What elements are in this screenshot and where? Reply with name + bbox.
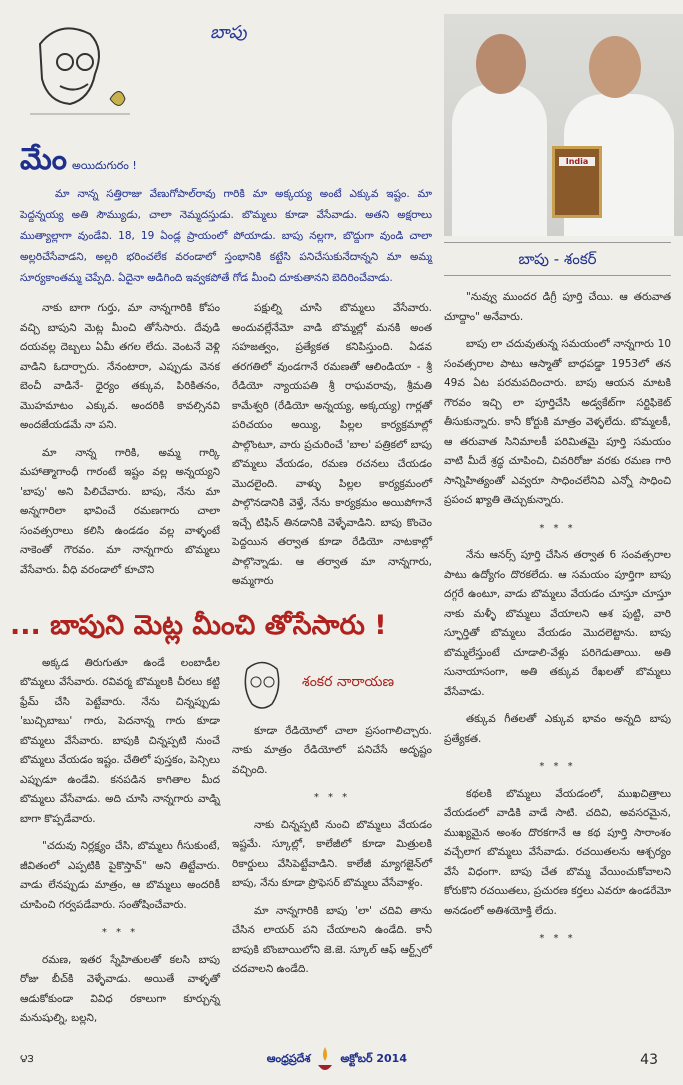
article-paragraph: "నువ్వు ముందర డిగ్రీ పూర్తి చేయి. ఆ తరువాత చూద్దాం" అనేవారు. [444, 291, 671, 323]
column-3 [444, 288, 671, 957]
footer-center [267, 1047, 407, 1073]
article-paragraph: రమణ, ఇతర స్నేహితులతో కలసి బాపు రోజు బీచ్‌కి వెళ్ళేవాడు. అయితే వాళ్ళతో ఆడుకోకుండా వివిధ రకాలుగా కూర్చున్న మనుషుల్ని, బల్లని, [20, 953, 220, 1024]
column-2-top [232, 299, 432, 600]
article-paragraph: తక్కువ గీతలతో ఎక్కువ భావం అన్నది బాపు ప్రత్యేకత. [444, 713, 671, 745]
lamp-icon [318, 1047, 332, 1073]
award-plaque: India [552, 146, 602, 218]
headline: ... బాపుని మెట్ల మీంచి తోసేసారు ! [10, 609, 387, 641]
author-block [232, 654, 432, 714]
column-1-top [20, 299, 220, 588]
intro-lead-big: మేం [20, 142, 67, 177]
photo-caption: బాపు - శంకర్ [444, 242, 671, 276]
section-divider-stars: * * * [101, 927, 139, 938]
handwritten-note: బాపు [210, 22, 247, 43]
article-paragraph: నాకు చిన్నప్పటి నుంచి బొమ్మలు వేయడం ఇష్టమే. స్కూల్లో, కాలేజీలో కూడా మిత్రులకి రికార్డులు వేసిపెట్టేవాడిని. కాలేజీ మ్యాగజైన్‌లో బాపు, నేను కూడా ప్రొఫెసర్ బొమ్మలు వేసేవాళ్లం. [232, 818, 432, 889]
section-divider-stars: * * * [539, 933, 576, 944]
left-area [10, 14, 432, 1037]
header-row [20, 14, 432, 142]
photo-bapu-shankar [444, 14, 683, 236]
section-divider-stars: * * * [539, 522, 576, 534]
caricature-sketch [20, 14, 140, 134]
page-number: 43 [640, 1051, 658, 1068]
article-paragraph: కూడా రేడియోలో చాలా ప్రసంగాలిచ్చారు. నాకు మాత్రం రేడియోలో పనిచేసే అదృష్టం వచ్చింది. [232, 724, 432, 776]
article-paragraph: కథలకి బొమ్మలు వేయడంలో, ముఖచిత్రాలు వేయడంలో వాడికి వాడే సాటి. చదివి, అవసరమైన, ముఖ్యమైన అంశం దొరకగానే ఆ కథ పూర్తి సారాంశం వచ్చేలాగ బొమ్మలు వేసేవాడు. రచయితలను ఆశ్చర్యం వేసే విధంగా. బాపు చేత బొమ్మ వేయించుకోవాలని కోరుకొని రచయితలు, ప్రచురణ కర్తలు ఎవరూ ఉండరేమో అనడంలో అతిశయోక్తి లేదు. [444, 787, 671, 917]
footer-magazine: ఆంధ్రప్రదేశ [266, 1051, 311, 1065]
article-paragraph: మా నాన్న గారికి, అమ్మ గార్కి మహాత్మాగాంధీ గారంటే ఇష్టం వల్ల అన్నయ్యని 'బాపు' అని పిలిచేవారు. బాపు, నేను మా అన్నగారిలా భావించే రమణగారు చాలా సంవత్సరాలు కలిసి ఉండడం వల్ల వాళ్ళంటే నాకెంతో గౌరవం. మా నాన్నగారు బొమ్మలు వేసేవారు. వీధి వరండాలో కూచొని [20, 446, 220, 576]
intro-section [20, 142, 432, 289]
column-2-bottom-wrap [232, 654, 432, 988]
bapu-caricature-icon [20, 14, 140, 134]
right-area [444, 14, 671, 1037]
columns-bottom [20, 654, 432, 1037]
article-paragraph: మా నాన్నగారికి బాపు 'లా' చదివి తాను చేసిన లాయర్ పని చేయాలని ఉండేది. కానీ బాపుకి బొంబాయిలోని జె.జె. స్కూల్ ఆఫ్ ఆర్ట్స్‌లో చదవాలని ఉండేది. [232, 904, 432, 975]
article-paragraph: అక్కడ తిరుగుతూ ఉండే లంబాడీల బొమ్మలు వేసేవారు. రవివర్మ బొమ్మలకి చీరలు కట్టి ఫ్రేమ్ చేసి పెట్టేవారు. నేను చిన్నప్పుడు 'బుచ్చిబాబు' గారు, పెదనాన్న గారు కూడా బొమ్మలు వేసేవారు. బాపుకి చిన్నప్పటి నుంచే బొమ్మలు వేయడం ఇష్టం. చేతిలో పుస్తకం, పెన్సిలు ఎప్పుడూ ఉండేవి. కనపడిన కాగితాల మీద బొమ్మలు వేసేవాడు. అది చూసి నాన్నగారు వాడ్ని బాగా కొప్పడేవారు. [20, 656, 220, 825]
article-paragraph: పక్షుల్ని చూసి బొమ్మలు వేసేవారు. అందువల్లేనేమో వాడి బొమ్మల్లో మనకి అంత సహజత్వం, ప్రత్యేకత కనిపిస్తుంది. ఏడవ తరగతిలో వుండగానే రమణతో ఆలిండియా - శ్రీ రేడియో న్యాయపతి శ్రీ రాఘవరావు, శ్రీమతి కామేశ్వరి (రేడియో అన్నయ్య, అక్కయ్య) గార్లతో పరిచయం అయ్యి, పిల్లల కార్యక్రమాల్లో పాల్గొంటూ, వారు ప్రచురించే 'బాల' పత్రికలో బాపు బొమ్మలు వేయడం, రమణ రచనలు చేయడం మొదలైంది. వాళ్ళు పిల్లల కార్యక్రమంలో పాల్గొనడానికి వెళ్తే, నేను కార్యక్రమం అయిపోగానే ఇచ్చే టిఫిన్ తినడానికి వెళ్ళేవాడిని. బాపు కొంచెం పెద్దయిన తర్వాత కూడా రేడియో నాటకాల్లో పాల్గొన్నాడు. ఆ తర్వాత మా నాన్నగారు, అమ్మగారు [232, 302, 432, 587]
column-2-bottom [232, 722, 432, 980]
footer-left-page: ౪౩ [20, 1051, 34, 1065]
intro-lead-rest: అయిదుగురం ! [72, 159, 137, 172]
columns-top [20, 299, 432, 600]
footer [0, 1037, 683, 1085]
section-divider-stars: * * * [313, 792, 351, 803]
intro-paragraph: మా నాన్న సత్తిరాజు వేణుగోపాల్‌రావు గారికి మా అక్కయ్య అంటే ఎక్కువ ఇష్టం. మా పెద్దన్నయ్య అతి సౌమ్యుడు, చాలా నెమ్మదస్తుడు. బొమ్మలు కూడా వేసేవాడు. అతని అక్షరాలు ముత్యాల్లాగా వుండేవి. 18, 19 ఏండ్ల ప్రాయంలో పోయాడు. బాపు నల్లగా, బొద్దుగా వుండి చాలా అల్లరిచేసేవాడని, అల్లరి భరించలేక వరండాలో స్తంభానికి కట్టేసి పనిచేసుకునేదాన్నని మా అమ్మ సూర్యకాంతమ్మ చెప్పేది. ఏదైనా అడిగింది ఇవ్వకపోతే గోడ మీంచి దూకుతానని బెదిరించేవాడు. [20, 188, 432, 284]
author-name: శంకర నారాయణ [302, 674, 395, 690]
column-1-bottom [20, 654, 220, 1037]
article-paragraph: నాకు బాగా గుర్తు, మా నాన్నగారికి కోపం వచ్చి బాపుని మెట్ల మీంచి తోసేసారు. దేవుడి దయవల్ల దెబ్బలు ఏమీ తగల లేదు. వెంటనే వెళ్లి వాడిని ఓదార్చారు. నేనంటారా, ఎప్పుడు వెనక బెంచీ వాడినే- ధైర్యం తక్కువ, పిరికితనం, మొహమాటం ఎక్కువ. అందరికి కావల్సినవి అందజేయడమే నా పని. [20, 302, 220, 431]
article-paragraph: "చదువు నిర్లక్ష్యం చేసి, బొమ్మలు గీసుకుంటే, జీవితంలో ఎప్పటికి పైకొస్తావ్" అని తిట్టేవారు. వాడు లేనప్పుడు మాత్రం, ఆ బొమ్మలు అందరికీ చూపించి గర్వపడేవారు. సంతోషించేవారు. [20, 840, 220, 911]
article-paragraph: బాపు లా చదువుతున్న సమయంలో నాన్నగారు 10 సంవత్సరాల పాటు ఆస్మాతో బాధపడ్డా 1953లో తన 49వ ఏట పరమపదించారు. బాపు ఆయన మాటకి గౌరవం ఇచ్చి లా పూర్తిచేసి అడ్వకేట్‌గా సర్టిఫికెట్ తీసుకున్నారు. కానీ కోర్టుకి మాత్రం వెళ్ళలేదు. బొమ్మలకీ, ఆ తరువాత సినిమాలకీ పరిమితమై పూర్తి సమయం వాటి మీదే శ్రద్ధ చూపించి, చివరిరోజు వరకు రమణ గారి సాన్నిహిత్యంతో ఎవ్వరూ సాధించలేనివి ఎన్నో సాధించి ప్రపంచ ఖ్యాతి తెచ్చుకున్నారు. [444, 338, 671, 506]
section-divider-stars: * * * [539, 761, 576, 772]
article-paragraph: నేను ఆనర్స్ పూర్తి చేసిన తర్వాత 6 సంవత్సరాల పాటు ఉద్యోగం దొరకలేదు. ఆ సమయం పూర్తిగా బాపు దగ్గరే ఉంటూ, వాడు బొమ్మలు వేయడం చూస్తూ చూస్తూ నాకు మళ్ళీ బొమ్మలు వేయాలని ఆశ పుట్టి, వారి స్ఫూర్తితో బొమ్మలు వేయడం మొదలెట్టాను. బాపు బొమ్మలేస్తుంటే చూడాలి-వేళ్లు పరిగెడుతాయి. అతి సునాయాసంగా, అతి తక్కువ రేఖలతో బొమ్మలు వేసేవాడు. [444, 549, 671, 698]
footer-date: అక్టోబర్ 2014 [340, 1051, 407, 1065]
author-sketch-icon [232, 654, 292, 714]
